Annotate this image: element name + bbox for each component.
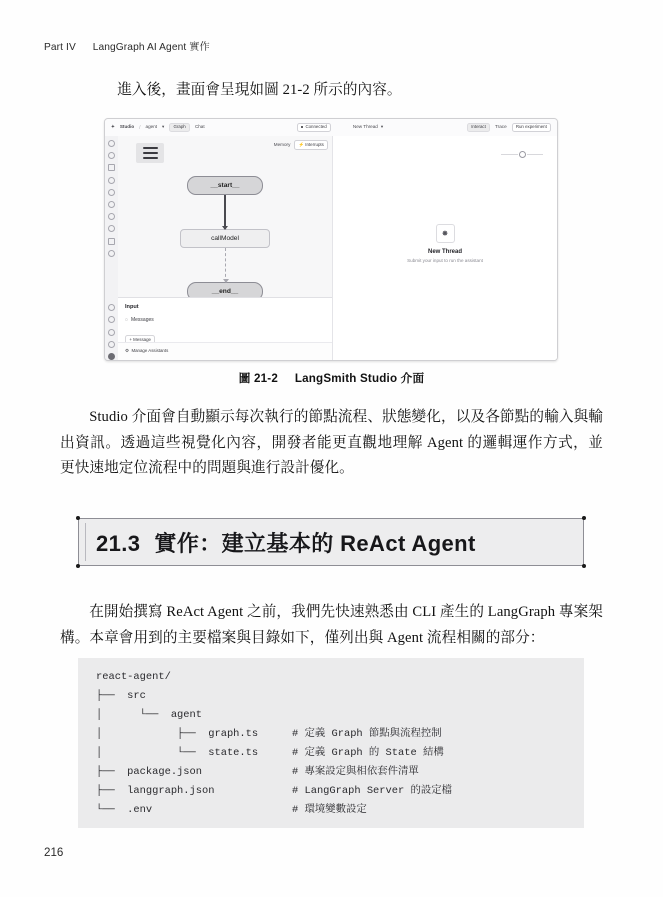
rail-grid-icon[interactable] — [108, 238, 115, 245]
rail-edit-icon[interactable] — [108, 201, 115, 208]
rail-avatar-icon[interactable] — [108, 353, 115, 360]
graph-edge-callmodel-to-end — [225, 248, 226, 282]
code-line — [78, 744, 584, 763]
rail-globe-icon[interactable] — [108, 189, 115, 196]
code-path: └── .env — [96, 804, 153, 816]
code-path: ├── package.json — [96, 766, 203, 778]
after-figure-paragraph-text: Studio 介面會自動顯示每次執行的節點流程、狀態變化，以及各節點的輸入與輸出資訊。透過這些視覺化內容，開發者能更直觀地理解 Agent 的邏輯運作方式，並更快速地定位流程中的問題與進行設計優化。 — [60, 409, 603, 476]
messages-field-label: ◌ Messages — [125, 317, 154, 323]
rail-projects-icon[interactable] — [108, 164, 115, 171]
section-corner-dot-bottom-left — [76, 564, 80, 568]
button-trace[interactable]: Trace — [495, 124, 507, 130]
button-add-message[interactable]: + Message — [125, 335, 155, 345]
section-corner-dot-top-right — [582, 516, 586, 520]
rail-home-icon[interactable] — [108, 152, 115, 159]
rail-user-icon[interactable] — [108, 316, 115, 323]
assistants-gear-icon: ⚙ — [125, 348, 129, 354]
thread-chevron-down-icon[interactable]: ▾ — [380, 124, 384, 130]
thread-panel — [332, 136, 557, 360]
slider-track — [501, 154, 518, 155]
section-heading-box — [78, 518, 584, 566]
chevron-down-icon[interactable]: ▾ — [162, 124, 165, 130]
thread-empty-title: New Thread — [427, 249, 462, 255]
figure-caption-text: LangSmith Studio 介面 — [294, 372, 425, 385]
studio-left-rail[interactable] — [105, 136, 119, 360]
figure-langsmith-studio — [104, 118, 558, 361]
running-head-title: LangGraph AI Agent 實作 — [92, 42, 210, 53]
rail-target-icon[interactable] — [108, 225, 115, 232]
page-number: 216 — [44, 846, 64, 859]
code-comment: # 環境變數設定 — [292, 804, 367, 816]
tab-chat[interactable]: Chat — [194, 124, 205, 130]
section-number: 21.3 — [96, 530, 141, 556]
section-title: 實作：建立基本的 ReAct Agent — [154, 530, 476, 556]
rail-gear-icon[interactable] — [108, 329, 115, 336]
thread-sparkle-icon: ✸ — [436, 224, 455, 243]
code-comment: # 專案設定與相依套件清單 — [292, 766, 419, 778]
intro-paragraph — [88, 78, 588, 104]
button-run-experiment[interactable]: Run experiment — [512, 123, 551, 133]
rail-plugin-icon[interactable] — [108, 250, 115, 257]
rail-theme-icon[interactable] — [108, 341, 115, 348]
status-dot-icon — [301, 126, 304, 129]
section-heading — [78, 518, 584, 566]
running-head — [44, 38, 210, 53]
rail-chart-icon[interactable] — [108, 213, 115, 220]
button-interact[interactable]: Interact — [467, 123, 490, 133]
button-memory[interactable]: Memory — [273, 141, 291, 147]
code-path: ├── src — [96, 690, 146, 702]
figure-caption — [0, 370, 663, 386]
input-panel-title: Input — [125, 304, 139, 310]
graph-menu-icon[interactable] — [136, 143, 164, 163]
code-block — [78, 658, 584, 828]
slider-track-right — [527, 154, 544, 155]
breadcrumb-project[interactable]: agent — [145, 124, 158, 130]
thread-zoom-slider[interactable] — [501, 150, 543, 158]
studio-logo-icon: ✦ — [111, 124, 115, 130]
code-path: ├── langgraph.json — [96, 785, 215, 797]
section-corner-dot-bottom-right — [582, 564, 586, 568]
thread-selector[interactable]: New Thread — [352, 124, 378, 130]
graph-node-end[interactable]: __end__ — [187, 282, 263, 301]
code-line — [78, 687, 584, 706]
code-line — [78, 801, 584, 820]
section-corner-dot-top-left — [76, 516, 80, 520]
tab-graph[interactable]: Graph — [169, 123, 190, 133]
code-comment: # LangGraph Server 的設定檔 — [292, 785, 453, 797]
studio-app-name: Studio — [119, 124, 135, 130]
after-figure-paragraph — [60, 405, 603, 482]
code-path: react-agent/ — [96, 671, 171, 683]
rail-settings-icon[interactable] — [108, 140, 115, 147]
connection-status-badge: Connected — [297, 123, 331, 133]
graph-node-start[interactable]: __start__ — [187, 176, 263, 195]
before-code-paragraph-text: 在開始撰寫 ReAct Agent 之前，我們先快速熟悉由 CLI 產生的 LangGraph 專案架構。本章會用到的主要檔案與目錄如下，僅列出與 Agent 流程相關的部分： — [60, 604, 603, 646]
graph-nodes — [118, 176, 332, 301]
code-path: │ └── agent — [96, 709, 203, 721]
code-line — [78, 706, 584, 725]
code-comment: # 定義 Graph 節點與流程控制 — [292, 728, 442, 740]
graph-panel-toolbar — [274, 140, 328, 150]
intro-paragraph-text: 進入後，畫面會呈現如圖 21-2 所示的內容。 — [117, 82, 402, 98]
message-bubble-icon: ◌ — [125, 317, 128, 323]
section-heading-text — [96, 527, 476, 558]
button-manage-assistants[interactable]: ⚙ Manage Assistants — [125, 348, 169, 354]
graph-node-callmodel[interactable]: callModel — [180, 229, 270, 248]
section-heading-inner — [85, 523, 577, 561]
code-path: │ └── state.ts — [96, 747, 259, 759]
code-line — [78, 782, 584, 801]
studio-topbar — [105, 119, 557, 137]
thread-empty-subtitle: Submit your input to run the assistant — [407, 258, 483, 263]
code-line — [78, 668, 584, 687]
rail-database-icon[interactable] — [108, 177, 115, 184]
code-comment: # 定義 Graph 的 State 結構 — [292, 747, 444, 759]
interrupt-bolt-icon: ⚡ — [298, 141, 305, 147]
code-line — [78, 763, 584, 782]
running-head-part: Part IV — [44, 42, 76, 53]
button-interrupts[interactable]: ⚡ Interrupts — [294, 140, 328, 150]
graph-edge-start-to-callmodel — [224, 195, 225, 229]
rail-help-icon[interactable] — [108, 304, 115, 311]
code-path: │ ├── graph.ts — [96, 728, 259, 740]
thread-empty-state — [333, 224, 557, 263]
figure-caption-label: 圖 21-2 — [238, 372, 278, 385]
before-code-paragraph — [60, 600, 603, 651]
slider-knob[interactable] — [519, 151, 526, 158]
code-line — [78, 725, 584, 744]
breadcrumb-separator: / — [139, 124, 141, 131]
